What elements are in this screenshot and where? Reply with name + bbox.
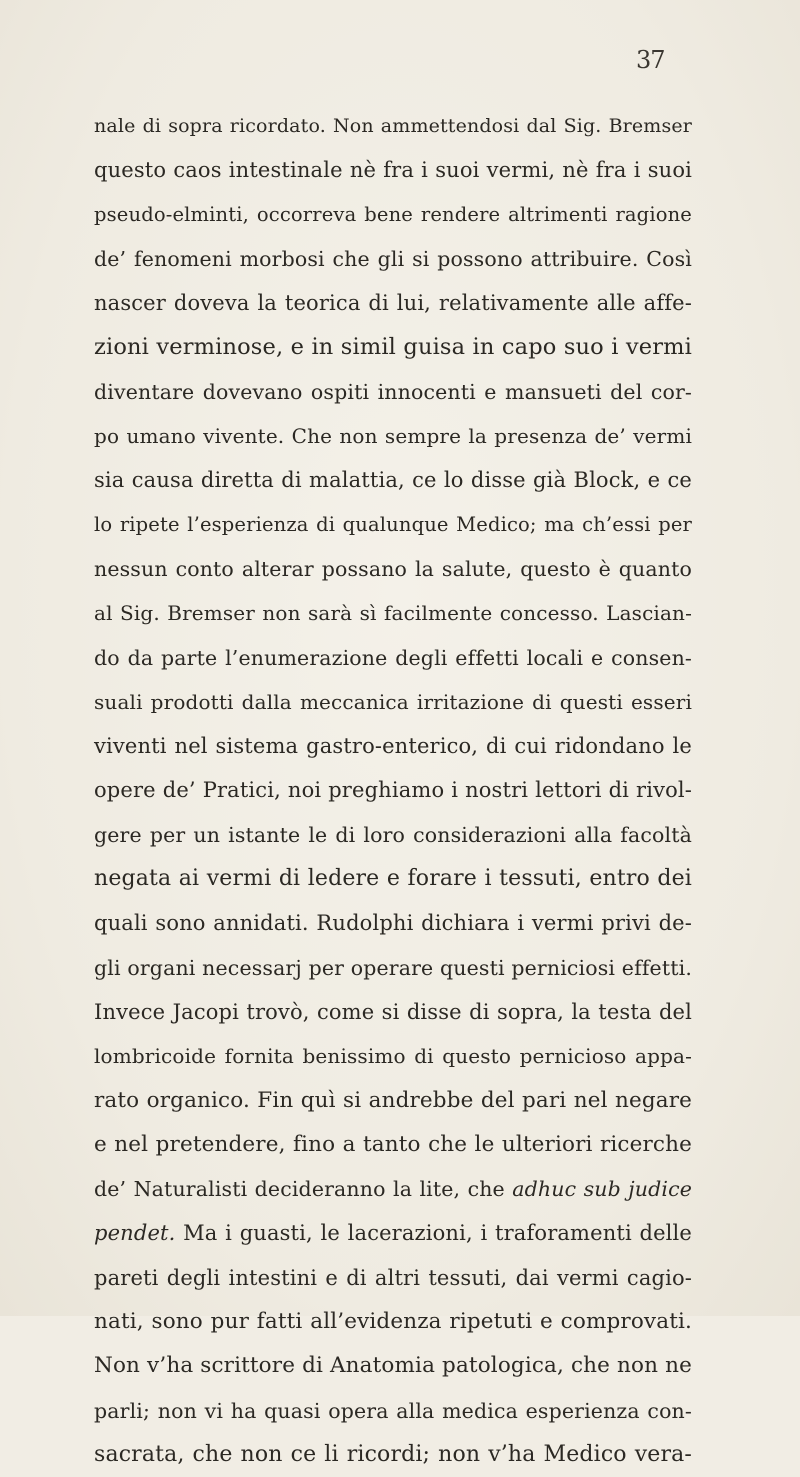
text-line-mixed [94, 1211, 692, 1255]
body-text [94, 104, 692, 1477]
text-line: do da parte l’enumerazione degli effetti locali e consen- [94, 645, 692, 670]
text-line: nati, sono pur fatti all’evidenza ripetuti e comprovati. [94, 1309, 692, 1335]
text-line: zioni verminose, e in simil guisa in capo suo i vermi [94, 334, 692, 361]
text-line: nale di sopra ricordato. Non ammettendosi dal Sig. Bremser [94, 115, 692, 137]
text-line: suali prodotti dalla meccanica irritazione di questi esseri [94, 689, 692, 714]
latin-phrase: adhuc sub judice [512, 1177, 692, 1202]
page-number: 37 [636, 46, 665, 74]
text-line: parli; non vi ha quasi opera alla medica esperienza con- [94, 1398, 692, 1423]
text-line: gli organi necessarj per operare questi perniciosi effetti. [94, 955, 692, 980]
text-line: sacrata, che non ce li ricordi; non v’ha Medico vera- [94, 1441, 692, 1467]
text-line: nascer doveva la teorica di lui, relativamente alle affe- [94, 291, 692, 316]
text-line: sia causa diretta di malattia, ce lo disse già Block, e ce [94, 468, 692, 493]
text-line: de’ fenomeni morbosi che gli si possono attribuire. Così [94, 246, 692, 271]
text-line: lo ripete l’esperienza di qualunque Medico; ma ch’essi per [94, 512, 692, 536]
text-run: de’ Naturalisti decideranno la lite, che [94, 1177, 513, 1202]
text-run: Ma i guasti, le lacerazioni, i traforamenti delle [175, 1221, 692, 1246]
text-line: e nel pretendere, fino a tanto che le ulteriori ricerche [94, 1131, 692, 1157]
text-line: rato organico. Fin quì si andrebbe del pari nel negare [94, 1087, 692, 1113]
text-line: pareti degli intestini e di altri tessuti, dai vermi cagio- [94, 1265, 692, 1290]
text-line: nessun conto alterar possano la salute, questo è quanto [94, 556, 692, 581]
text-line: Invece Jacopi trovò, come si disse di sopra, la testa del [94, 999, 692, 1024]
latin-phrase: pendet. [94, 1221, 176, 1246]
text-line: viventi nel sistema gastro-enterico, di cui ridondano le [94, 734, 692, 759]
text-line: gere per un istante le di loro considerazioni alla facoltà [94, 822, 692, 847]
text-line: quali sono annidati. Rudolphi dichiara i vermi privi de- [94, 911, 692, 936]
text-line: Non v’ha scrittore di Anatomia patologica, che non ne [94, 1353, 692, 1379]
text-line-mixed [94, 1167, 692, 1211]
text-line: questo caos intestinale nè fra i suoi vermi, nè fra i suoi [94, 158, 692, 183]
text-line: lombricoide fornita benissimo di questo pernicioso appa- [94, 1044, 692, 1069]
text-line: po umano vivente. Che non sempre la presenza de’ vermi [94, 424, 692, 449]
text-line: diventare dovevano ospiti innocenti e mansueti del cor- [94, 379, 692, 404]
text-line: opere de’ Pratici, noi preghiamo i nostri lettori di rivol- [94, 778, 692, 803]
text-line: pseudo-elminti, occorreva bene rendere altrimenti ragione [94, 202, 692, 226]
text-line: al Sig. Bremser non sarà sì facilmente concesso. Lascian- [94, 601, 692, 626]
text-line: negata ai vermi di ledere e forare i tessuti, entro dei [94, 866, 692, 892]
